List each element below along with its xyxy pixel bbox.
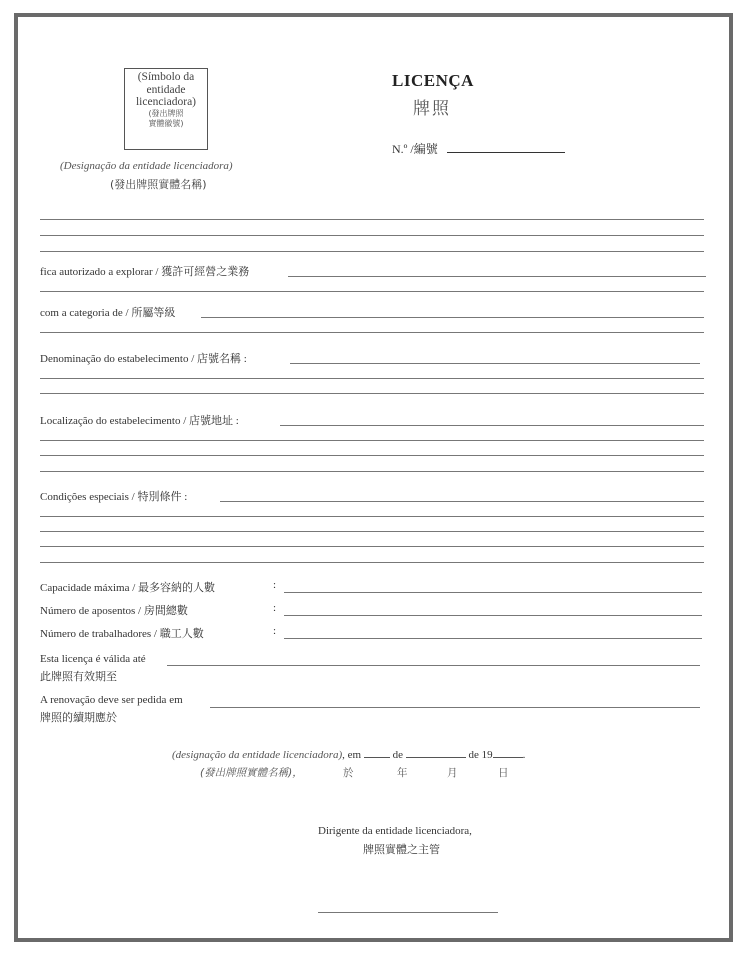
authorized-line-2[interactable] <box>40 291 704 292</box>
max-capacity-field[interactable] <box>284 592 702 593</box>
seal-line-cn-1: (發出牌照 <box>148 108 184 118</box>
valid-until-field[interactable] <box>167 665 700 666</box>
workers-field[interactable] <box>284 638 702 639</box>
rooms-label: Número de aposentos / 房間總數 <box>40 605 188 617</box>
document-frame <box>14 13 733 942</box>
signatory-label-cn: 牌照實體之主管 <box>363 843 440 856</box>
footer-year-cn: 年 <box>397 767 408 779</box>
rooms-colon: : <box>273 602 277 614</box>
signatory-label: Dirigente da entidade licenciadora, <box>318 825 472 837</box>
license-number-label: N.º /編號 <box>392 142 438 156</box>
special-conditions-label: Condições especiais / 特別條件 : <box>40 491 188 503</box>
category-label: com a categoria de / 所屬等級 <box>40 307 176 319</box>
workers-label: Número de trabalhadores / 職工人數 <box>40 628 204 640</box>
footer-de-1: de <box>392 749 403 761</box>
license-title: LICENÇA <box>392 71 474 90</box>
valid-until-label-cn: 此牌照有效期至 <box>40 670 117 683</box>
establishment-name-line-2[interactable] <box>40 378 704 379</box>
footer-designation-pt: (designação da entidade licenciadora) <box>172 749 343 761</box>
renewal-label: A renovação deve ser pedida em <box>40 694 183 706</box>
footer-date-row <box>172 749 525 761</box>
max-capacity-colon: : <box>273 579 277 591</box>
holder-line-2[interactable] <box>40 235 704 236</box>
special-conditions-line-4[interactable] <box>40 546 704 547</box>
entity-seal-box <box>124 68 208 150</box>
footer-designation-cn: (發出牌照實體名稱)， <box>200 767 303 779</box>
establishment-location-line-2[interactable] <box>40 440 704 441</box>
special-conditions-line-2[interactable] <box>40 516 704 517</box>
establishment-name-line-3[interactable] <box>40 393 704 394</box>
special-conditions-field[interactable] <box>220 501 704 502</box>
license-number-field[interactable] <box>447 152 565 153</box>
establishment-location-field[interactable] <box>280 425 704 426</box>
footer-de-2: de 19 <box>468 749 493 761</box>
footer-year-field[interactable] <box>493 757 523 758</box>
seal-line-2: entidade <box>146 83 186 96</box>
authorized-label: fica autorizado a explorar / 獲許可經營之業務 <box>40 266 250 278</box>
holder-line-1[interactable] <box>40 219 704 220</box>
establishment-location-line-4[interactable] <box>40 471 704 472</box>
special-conditions-line-5[interactable] <box>40 562 704 563</box>
rooms-field[interactable] <box>284 615 702 616</box>
authorized-field[interactable] <box>288 276 706 277</box>
signature-line[interactable] <box>318 912 498 913</box>
footer-month-cn: 月 <box>447 767 458 779</box>
footer-month-field[interactable] <box>406 757 466 758</box>
special-conditions-line-3[interactable] <box>40 531 704 532</box>
establishment-location-line-3[interactable] <box>40 455 704 456</box>
entity-designation-pt: (Designação da entidade licenciadora) <box>60 160 233 172</box>
renewal-field[interactable] <box>210 707 700 708</box>
max-capacity-label: Capacidade máxima / 最多容納的人數 <box>40 582 216 594</box>
footer-day-cn: 日 <box>498 767 509 779</box>
workers-colon: : <box>273 625 277 637</box>
category-line-2[interactable] <box>40 332 704 333</box>
footer-period: . <box>522 749 526 761</box>
license-title-cn: 牌照 <box>413 99 451 119</box>
valid-until-label: Esta licença é válida até <box>40 653 146 665</box>
entity-designation-cn: (發出牌照實體名稱) <box>110 178 207 191</box>
seal-line-1: (Símbolo da <box>137 71 195 83</box>
holder-line-3[interactable] <box>40 251 704 252</box>
renewal-label-cn: 牌照的續期應於 <box>40 711 117 724</box>
establishment-name-field[interactable] <box>290 363 700 364</box>
establishment-name-label: Denominação do estabelecimento / 店號名稱 : <box>40 353 247 365</box>
license-number-row <box>392 140 565 157</box>
category-field[interactable] <box>201 317 704 318</box>
footer-at-cn: 於 <box>343 767 354 779</box>
seal-line-cn-2: 實體徽號) <box>148 118 184 128</box>
establishment-location-label: Localização do estabelecimento / 店號地址 : <box>40 415 239 427</box>
seal-line-3: licenciadora) <box>135 96 196 108</box>
footer-em: , em <box>342 749 362 761</box>
footer-day-field[interactable] <box>364 757 390 758</box>
